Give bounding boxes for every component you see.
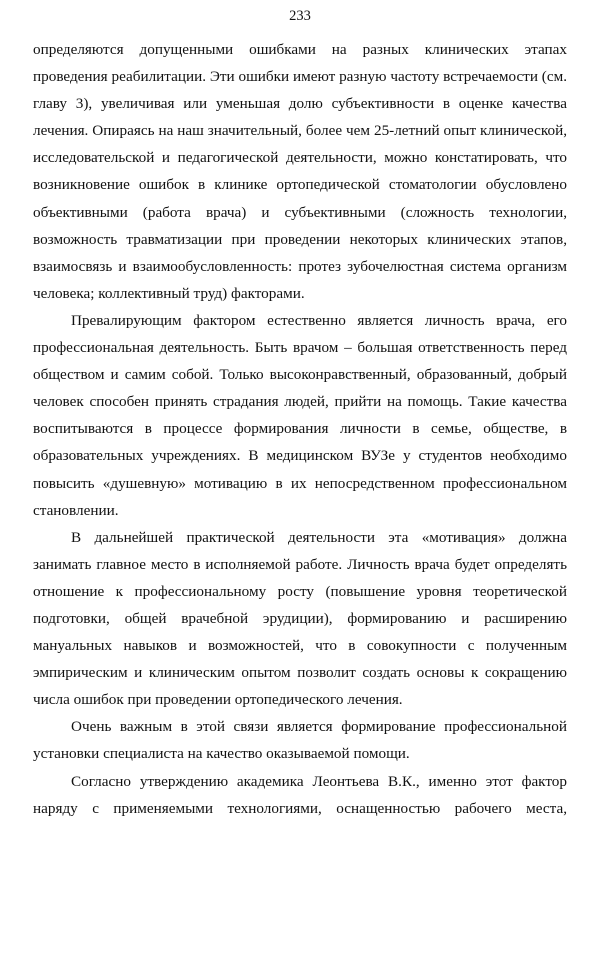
page-number: 233 bbox=[289, 8, 311, 24]
paragraph: Превалирующим фактором естественно является личность врача, его профессиональная деятельность. Быть врачом – большая ответственность перед обществом и самим собой. Только высоконравственный, образованный, добрый человек способен принять страдания людей, прийти на помощь. Такие качества воспитываются в процессе формирования личности в семье, обществе, в образовательных учреждениях. В медицинском ВУЗе у студентов необходимо повысить «душевную» мотивацию в их непосредственном профессиональном становлении. bbox=[33, 311, 567, 519]
body-text bbox=[33, 36, 567, 822]
paragraph: Согласно утверждению академика Леонтьева В.К., именно этот фактор наряду с применяемыми технологиями, оснащенностью рабочего места, bbox=[33, 772, 567, 817]
paragraph: Очень важным в этой связи является формирование профессиональной установки специалиста на качество оказываемой помощи. bbox=[33, 718, 567, 763]
paragraph: В дальнейшей практической деятельности эта «мотивация» должна занимать главное место в исполняемой работе. Личность врача будет определять отношение к профессиональному росту (повышение уровня теоретической подготовки, общей врачебной эрудиции), формированию и расширению мануальных навыков и возможностей, что в совокупности с полученным эмпирическим и клиническим опытом позволит создать основы к сокращению числа ошибок при проведении ортопедического лечения. bbox=[33, 528, 567, 709]
paragraph: определяются допущенными ошибками на разных клинических этапах проведения реабилитации. Эти ошибки имеют разную частоту встречаемости (см. главу 3), увеличивая или уменьшая долю субъективности в оценке качества лечения. Опираясь на наш значительный, более чем 25-летний опыт клинической, исследовательской и педагогической деятельности, можно констатировать, что возникновение ошибок в клинике ортопедической стоматологии обусловлено объективными (работа врача) и субъективными (сложность технологии, возможность травматизации при проведении некоторых клинических этапов, взаимосвязь и взаимообусловленность: протез зубочелюстная система организм человека; коллективный труд) факторами. bbox=[33, 41, 567, 302]
